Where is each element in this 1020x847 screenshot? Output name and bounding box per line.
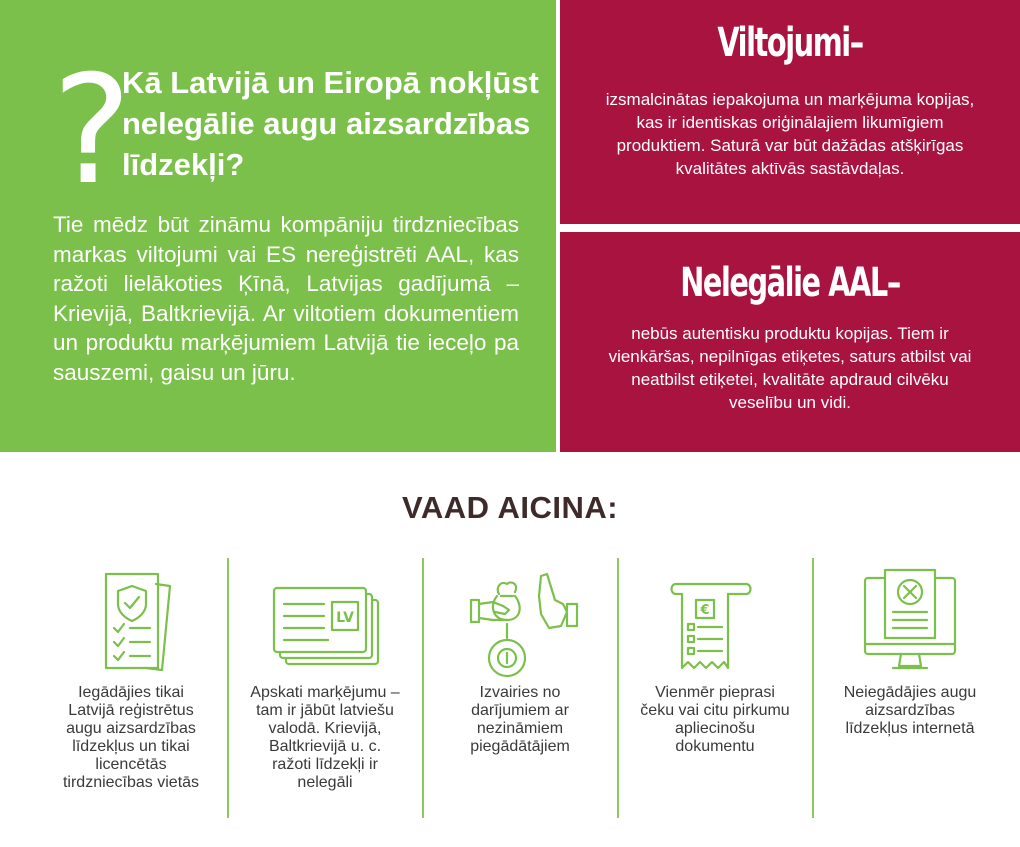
fakes-heading: Viltojumi–: [717, 20, 863, 66]
label-document-icon: [228, 566, 422, 678]
advice-item-receipt: [618, 560, 812, 822]
advice-item-internet: [813, 560, 1007, 822]
green-info-panel: [0, 0, 556, 452]
euro-glyph: €: [700, 603, 710, 618]
green-panel-title: Kā Latvijā un Eiropā nokļūst nelegālie augu aizsardzības līdzekļi?: [122, 65, 539, 182]
fakes-text: izsmalcinātas iepakojuma un marķējuma kopijas, kas ir identiskas oriģinālajiem likumīgiem produktiem. Saturā var būt dažādas atšķirīgas kvalitātes aktīvās sastāvdaļas.: [605, 90, 975, 178]
monitor-cross-icon: [813, 566, 1007, 678]
advice-item-suppliers: [423, 560, 617, 822]
illegal-text: nebūs autentisku produktu kopijas. Tiem ir vienkāršas, nepilnīgas etiķetes, saturs atbilst vai neatbilst etiķetei, kvalitāte apdraud cilvēku veselību un vidi.: [608, 324, 972, 412]
money-refuse-icon: [423, 566, 617, 678]
advice-item-registered: [34, 560, 228, 822]
advice-text-registered: Iegādājies tikai Latvijā reģistrētus augu aizsardzības līdzekļus un tikai licencētās tirdzniecības vietās: [62, 684, 200, 791]
receipt-icon: [618, 566, 812, 678]
advice-item-label: [228, 560, 422, 822]
advice-text-receipt: Vienmēr pieprasi čeku vai citu pirkumu apliecinošu dokumentu: [640, 684, 790, 755]
advice-text-internet: Neiegādājies augu aizsardzības līdzekļus internetā: [843, 684, 977, 737]
shield-document-icon: [34, 566, 228, 678]
advice-text-label: Apskati marķējumu – tam ir jābūt latviešu valodā. Krievijā, Baltkrievijā u. c. ražoti līdzekļi ir nelegāli: [250, 684, 400, 791]
section-title: VAAD AICINA:: [401, 490, 619, 525]
question-mark-icon: ?: [52, 44, 132, 218]
advice-text-suppliers: Izvairies no darījumiem ar nezināmiem piegādātājiem: [470, 684, 570, 755]
green-panel-body: Tie mēdz būt zināmu kompāniju tirdzniecības markas viltojumi vai ES nereģistrēti AAL, kas ražoti lielākoties Ķīnā, Latvijas gadījumā – Krievijā, Baltkrievijā. Ar viltotiem dokumentiem un produktu marķējumiem Latvijā tie ieceļo pa sauszemi, gaisu un jūru.: [53, 212, 519, 385]
fakes-panel: [560, 0, 1020, 224]
illegal-heading: Nelegālie AAL–: [680, 260, 900, 306]
lv-label-glyph: LV: [336, 610, 354, 626]
illegal-panel: [560, 232, 1020, 452]
